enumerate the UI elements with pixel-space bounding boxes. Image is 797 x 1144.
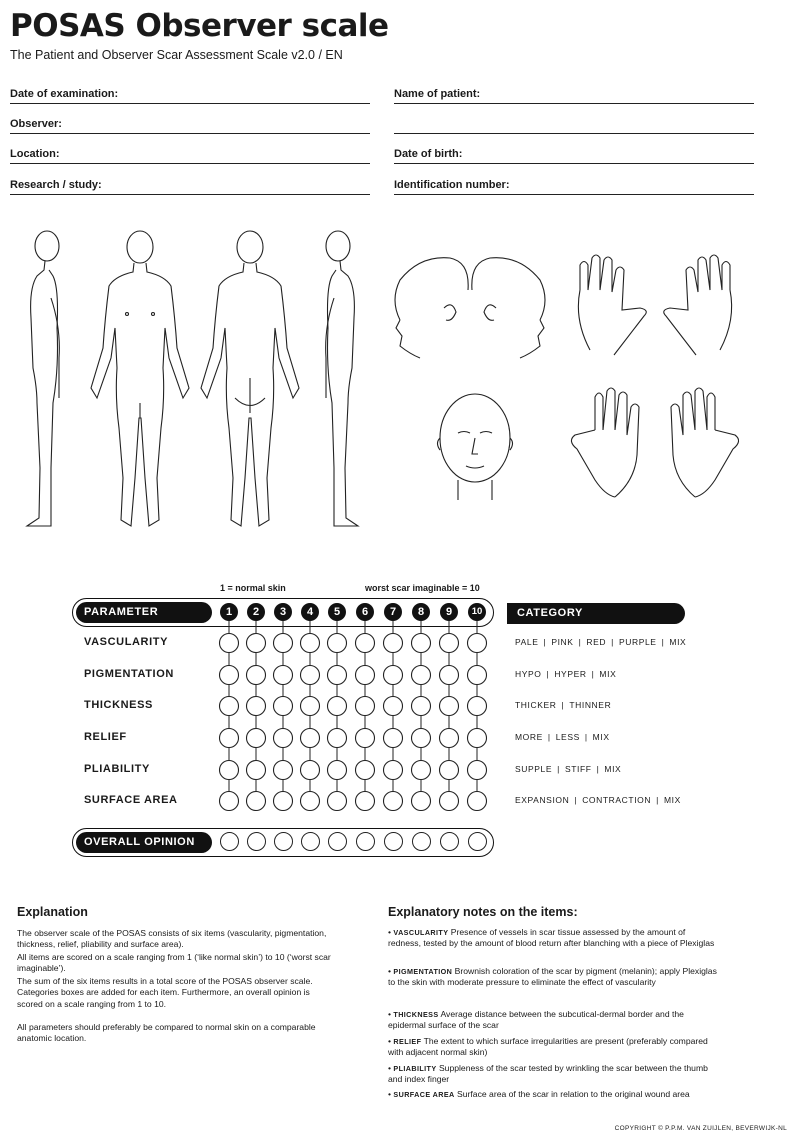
- category-separator: |: [661, 637, 665, 647]
- field-label: Date of examination:: [10, 88, 119, 100]
- bullet-icon: •: [388, 966, 394, 976]
- score-circle-surface-area-2[interactable]: [247, 792, 266, 811]
- score-circle-relief-9[interactable]: [440, 729, 459, 748]
- score-circle-pliability-10[interactable]: [468, 761, 487, 780]
- score-circle-thickness-2[interactable]: [247, 697, 266, 716]
- overall-opinion-circle-9[interactable]: [440, 832, 459, 851]
- note-term: RELIEF: [393, 1037, 422, 1046]
- note-text: Surface area of the scar in relation to the original wound area: [457, 1089, 690, 1099]
- score-circle-relief-5[interactable]: [328, 729, 347, 748]
- score-circle-relief-2[interactable]: [247, 729, 266, 748]
- score-circle-pigmentation-7[interactable]: [384, 666, 403, 685]
- category-option[interactable]: CONTRACTION: [582, 795, 652, 805]
- score-circle-surface-area-3[interactable]: [274, 792, 293, 811]
- score-number-1: 1: [220, 603, 238, 621]
- note-pigmentation: [388, 966, 720, 989]
- overall-opinion-circle-1[interactable]: [220, 832, 239, 851]
- score-circle-vascularity-3[interactable]: [274, 634, 293, 653]
- score-circle-pigmentation-8[interactable]: [412, 666, 431, 685]
- score-circle-pigmentation-10[interactable]: [468, 666, 487, 685]
- category-option[interactable]: MORE: [515, 732, 543, 742]
- explanation-title: Explanation: [17, 905, 88, 919]
- category-option[interactable]: EXPANSION: [515, 795, 570, 805]
- category-separator: |: [596, 764, 600, 774]
- category-separator: |: [546, 669, 550, 679]
- score-circle-pliability-9[interactable]: [440, 761, 459, 780]
- category-row-pigmentation: [515, 669, 616, 679]
- score-circle-thickness-7[interactable]: [384, 697, 403, 716]
- score-number-9: 9: [440, 603, 458, 621]
- category-option[interactable]: HYPO: [515, 669, 542, 679]
- explanation-paragraph: The observer scale of the POSAS consists of six items (vascularity, pigmentation, thickness, relief, pliability and surface area).: [17, 928, 327, 950]
- overall-opinion-circle-5[interactable]: [328, 832, 347, 851]
- overall-opinion-label: OVERALL OPINION: [84, 836, 195, 848]
- score-circle-surface-area-5[interactable]: [328, 792, 347, 811]
- bullet-icon: •: [388, 927, 394, 937]
- score-circle-pliability-8[interactable]: [412, 761, 431, 780]
- category-option[interactable]: THINNER: [569, 700, 612, 710]
- score-circle-relief-10[interactable]: [468, 729, 487, 748]
- score-circle-surface-area-6[interactable]: [356, 792, 375, 811]
- score-circle-vascularity-9[interactable]: [440, 634, 459, 653]
- score-circle-vascularity-2[interactable]: [247, 634, 266, 653]
- category-header-label: CATEGORY: [517, 607, 583, 619]
- category-separator: |: [561, 700, 565, 710]
- note-vascularity: [388, 927, 720, 950]
- score-circle-thickness-6[interactable]: [356, 697, 375, 716]
- field-label: Observer:: [10, 118, 62, 130]
- score-circle-vascularity-1[interactable]: [220, 634, 239, 653]
- overall-opinion-circle-4[interactable]: [301, 832, 320, 851]
- score-circle-pigmentation-6[interactable]: [356, 666, 375, 685]
- overall-opinion-circle-3[interactable]: [274, 832, 293, 851]
- category-option[interactable]: PALE: [515, 637, 539, 647]
- parameter-relief-label: RELIEF: [84, 731, 127, 743]
- score-number-5: 5: [328, 603, 346, 621]
- score-circle-relief-4[interactable]: [301, 729, 320, 748]
- parameter-pliability-label: PLIABILITY: [84, 763, 150, 775]
- overall-opinion-circle-2[interactable]: [247, 832, 266, 851]
- note-thickness: [388, 1009, 720, 1032]
- score-number-6: 6: [356, 603, 374, 621]
- note-relief: [388, 1036, 720, 1059]
- category-option[interactable]: HYPER: [554, 669, 587, 679]
- score-circle-pigmentation-4[interactable]: [301, 666, 320, 685]
- category-option[interactable]: MIX: [599, 669, 617, 679]
- bullet-icon: •: [388, 1036, 394, 1046]
- score-circle-vascularity-7[interactable]: [384, 634, 403, 653]
- score-circle-surface-area-7[interactable]: [384, 792, 403, 811]
- score-circle-pliability-4[interactable]: [301, 761, 320, 780]
- score-circle-pliability-6[interactable]: [356, 761, 375, 780]
- score-circle-surface-area-4[interactable]: [301, 792, 320, 811]
- score-circle-pliability-7[interactable]: [384, 761, 403, 780]
- notes-title: Explanatory notes on the items:: [388, 905, 578, 919]
- page-subtitle: The Patient and Observer Scar Assessment Scale v2.0 / EN: [10, 48, 343, 62]
- note-term: PLIABILITY: [393, 1064, 437, 1073]
- score-circle-surface-area-8[interactable]: [412, 792, 431, 811]
- overall-opinion-circle-8[interactable]: [412, 832, 431, 851]
- category-separator: |: [578, 637, 582, 647]
- explanation-paragraph: All parameters should preferably be compared to normal skin on a comparable anatomic location.: [17, 1022, 316, 1044]
- score-circle-pliability-5[interactable]: [328, 761, 347, 780]
- score-circle-thickness-9[interactable]: [440, 697, 459, 716]
- score-number-8: 8: [412, 603, 430, 621]
- score-circle-thickness-4[interactable]: [301, 697, 320, 716]
- page-title: POSAS Observer scale: [10, 8, 389, 44]
- category-option[interactable]: MIX: [604, 764, 622, 774]
- score-circle-pliability-2[interactable]: [247, 761, 266, 780]
- note-pliability: [388, 1063, 720, 1086]
- category-option[interactable]: THICKER: [515, 700, 557, 710]
- note-term: VASCULARITY: [393, 928, 449, 937]
- overall-opinion-circle-7[interactable]: [384, 832, 403, 851]
- score-circle-thickness-5[interactable]: [328, 697, 347, 716]
- note-text: Suppleness of the scar tested by wrinkling the scar between the thumb and index finger: [388, 1063, 708, 1085]
- scale-high-label: worst scar imaginable = 10: [365, 583, 480, 593]
- score-circle-pliability-1[interactable]: [220, 761, 239, 780]
- score-circle-pigmentation-1[interactable]: [220, 666, 239, 685]
- category-row-thickness: [515, 700, 611, 710]
- score-circle-relief-7[interactable]: [384, 729, 403, 748]
- score-circle-pigmentation-3[interactable]: [274, 666, 293, 685]
- overall-opinion-circle-10[interactable]: [468, 832, 487, 851]
- overall-opinion-bar: [76, 832, 212, 853]
- bullet-icon: •: [388, 1009, 394, 1019]
- category-separator: |: [656, 795, 659, 805]
- score-circle-vascularity-6[interactable]: [356, 634, 375, 653]
- field-label: Location:: [10, 148, 60, 160]
- explanation-paragraph: The sum of the six items results in a total score of the POSAS observer scale. Categories boxes are added for each item. Furthermore, an overall opinion is scored on a scale ranging from 1 to 10.: [17, 976, 313, 1009]
- category-separator: |: [611, 637, 614, 647]
- score-circle-pigmentation-9[interactable]: [440, 666, 459, 685]
- score-circle-surface-area-1[interactable]: [220, 792, 239, 811]
- category-option[interactable]: RED: [586, 637, 607, 647]
- score-number-3: 3: [274, 603, 292, 621]
- category-separator: |: [547, 732, 551, 742]
- score-circle-pigmentation-5[interactable]: [328, 666, 347, 685]
- score-circle-relief-6[interactable]: [356, 729, 375, 748]
- score-number-4: 4: [301, 603, 319, 621]
- field-label: Identification number:: [394, 179, 510, 191]
- score-circle-pigmentation-2[interactable]: [247, 666, 266, 685]
- note-text: The extent to which surface irregularities are present (preferably compared with adjacent normal skin): [388, 1036, 708, 1058]
- category-separator: |: [543, 637, 547, 647]
- bullet-icon: •: [388, 1089, 394, 1099]
- parameter-pigmentation-label: PIGMENTATION: [84, 668, 174, 680]
- field-label: Name of patient:: [394, 88, 481, 100]
- note-term: PIGMENTATION: [393, 967, 453, 976]
- category-option[interactable]: MIX: [592, 732, 610, 742]
- score-circle-thickness-1[interactable]: [220, 697, 239, 716]
- parameter-thickness-label: THICKNESS: [84, 699, 153, 711]
- category-option[interactable]: MIX: [669, 637, 687, 647]
- score-circle-thickness-8[interactable]: [412, 697, 431, 716]
- score-circle-thickness-10[interactable]: [468, 697, 487, 716]
- note-term: THICKNESS: [393, 1010, 439, 1019]
- category-row-pliability: [515, 764, 621, 774]
- note-surface-area: [388, 1089, 720, 1100]
- category-separator: |: [574, 795, 578, 805]
- field-label: Date of birth:: [394, 148, 463, 160]
- category-option[interactable]: PURPLE: [618, 637, 657, 647]
- score-circle-vascularity-4[interactable]: [301, 634, 320, 653]
- category-option[interactable]: MIX: [663, 795, 681, 805]
- overall-opinion-circle-6[interactable]: [356, 832, 375, 851]
- parameter-surface-area-label: SURFACE AREA: [84, 794, 178, 806]
- score-circle-vascularity-10[interactable]: [468, 634, 487, 653]
- copyright-text: COPYRIGHT © P.P.M. VAN ZUIJLEN, BEVERWIJK-NL: [614, 1125, 787, 1132]
- score-circle-thickness-3[interactable]: [274, 697, 293, 716]
- category-separator: |: [584, 732, 588, 742]
- score-circle-surface-area-9[interactable]: [440, 792, 459, 811]
- category-option[interactable]: SUPPLE: [515, 764, 553, 774]
- parameter-header-label: PARAMETER: [84, 606, 159, 618]
- category-row-vascularity: [515, 637, 686, 647]
- score-circle-vascularity-8[interactable]: [412, 634, 431, 653]
- score-number-7: 7: [384, 603, 402, 621]
- scale-low-label: 1 = normal skin: [220, 583, 286, 593]
- score-circle-relief-8[interactable]: [412, 729, 431, 748]
- note-text: Average distance between the subcutical-dermal border and the epidermal surface of the scar: [388, 1009, 684, 1031]
- score-circle-surface-area-10[interactable]: [468, 792, 487, 811]
- category-option[interactable]: LESS: [555, 732, 580, 742]
- bullet-icon: •: [388, 1063, 394, 1073]
- category-option[interactable]: PINK: [551, 637, 574, 647]
- category-separator: |: [591, 669, 595, 679]
- score-circle-relief-3[interactable]: [274, 729, 293, 748]
- note-term: SURFACE AREA: [393, 1090, 455, 1099]
- parameter-vascularity-label: VASCULARITY: [84, 636, 169, 648]
- category-row-relief: [515, 732, 610, 742]
- score-number-2: 2: [247, 603, 265, 621]
- category-row-surface-area: [515, 795, 681, 805]
- explanation-paragraph: All items are scored on a scale ranging from 1 (‘like normal skin’) to 10 (‘worst scar imaginable’).: [17, 952, 331, 974]
- score-number-10: 10: [468, 603, 486, 621]
- category-option[interactable]: STIFF: [564, 764, 592, 774]
- score-circle-relief-1[interactable]: [220, 729, 239, 748]
- score-circle-vascularity-5[interactable]: [328, 634, 347, 653]
- score-circle-pliability-3[interactable]: [274, 761, 293, 780]
- note-text: Brownish coloration of the scar by pigment (melanin); apply Plexiglas to the skin with moderate pressure to eliminate the effect of vascularity: [388, 966, 717, 988]
- category-separator: |: [557, 764, 560, 774]
- note-text: Presence of vessels in scar tissue assessed by the amount of redness, tested by the amount of blood return after blanching with a piece of Plexiglas: [388, 927, 715, 949]
- field-label: Research / study:: [10, 179, 102, 191]
